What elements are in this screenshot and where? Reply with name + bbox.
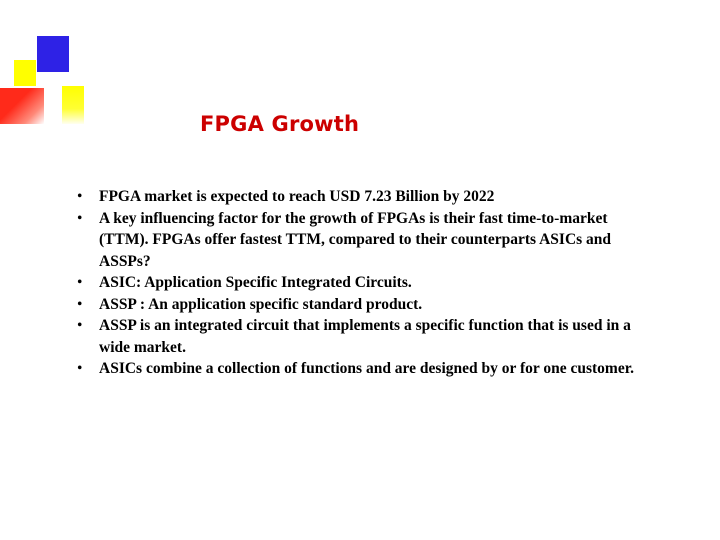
bullet-item <box>76 358 636 380</box>
bullet-marker: • <box>77 360 83 377</box>
bullet-marker: • <box>77 209 83 227</box>
bullet-list <box>76 186 636 380</box>
bullet-item <box>76 186 636 208</box>
bullet-item <box>76 272 636 294</box>
bullet-text: ASIC: Application Specific Integrated Circuits. <box>99 274 412 291</box>
bullet-item <box>76 208 636 273</box>
bullet-marker: • <box>77 295 83 313</box>
decorative-yellow-bar <box>62 86 84 124</box>
decorative-red-square <box>0 88 44 124</box>
bullet-text: ASSP : An application specific standard product. <box>99 295 423 313</box>
bullet-marker: • <box>77 317 83 334</box>
slide-title: FPGA Growth <box>200 112 360 136</box>
bullet-marker: • <box>77 274 83 291</box>
bullet-marker: • <box>77 188 83 205</box>
bullet-text: A key influencing factor for the growth of FPGAs is their fast time-to-market (TTM). FPGAs offer fastest TTM, compared to their counterparts ASICs and ASSPs? <box>99 209 612 270</box>
decorative-yellow-square <box>14 60 36 86</box>
bullet-item <box>76 315 636 358</box>
bullet-text: ASSP is an integrated circuit that implements a specific function that is used in a wide market. <box>99 317 631 356</box>
bullet-text: ASICs combine a collection of functions and are designed by or for one customer. <box>99 360 635 377</box>
bullet-item <box>76 294 636 316</box>
bullet-text: FPGA market is expected to reach USD 7.23 Billion by 2022 <box>99 188 495 205</box>
decorative-blue-square <box>37 36 69 72</box>
